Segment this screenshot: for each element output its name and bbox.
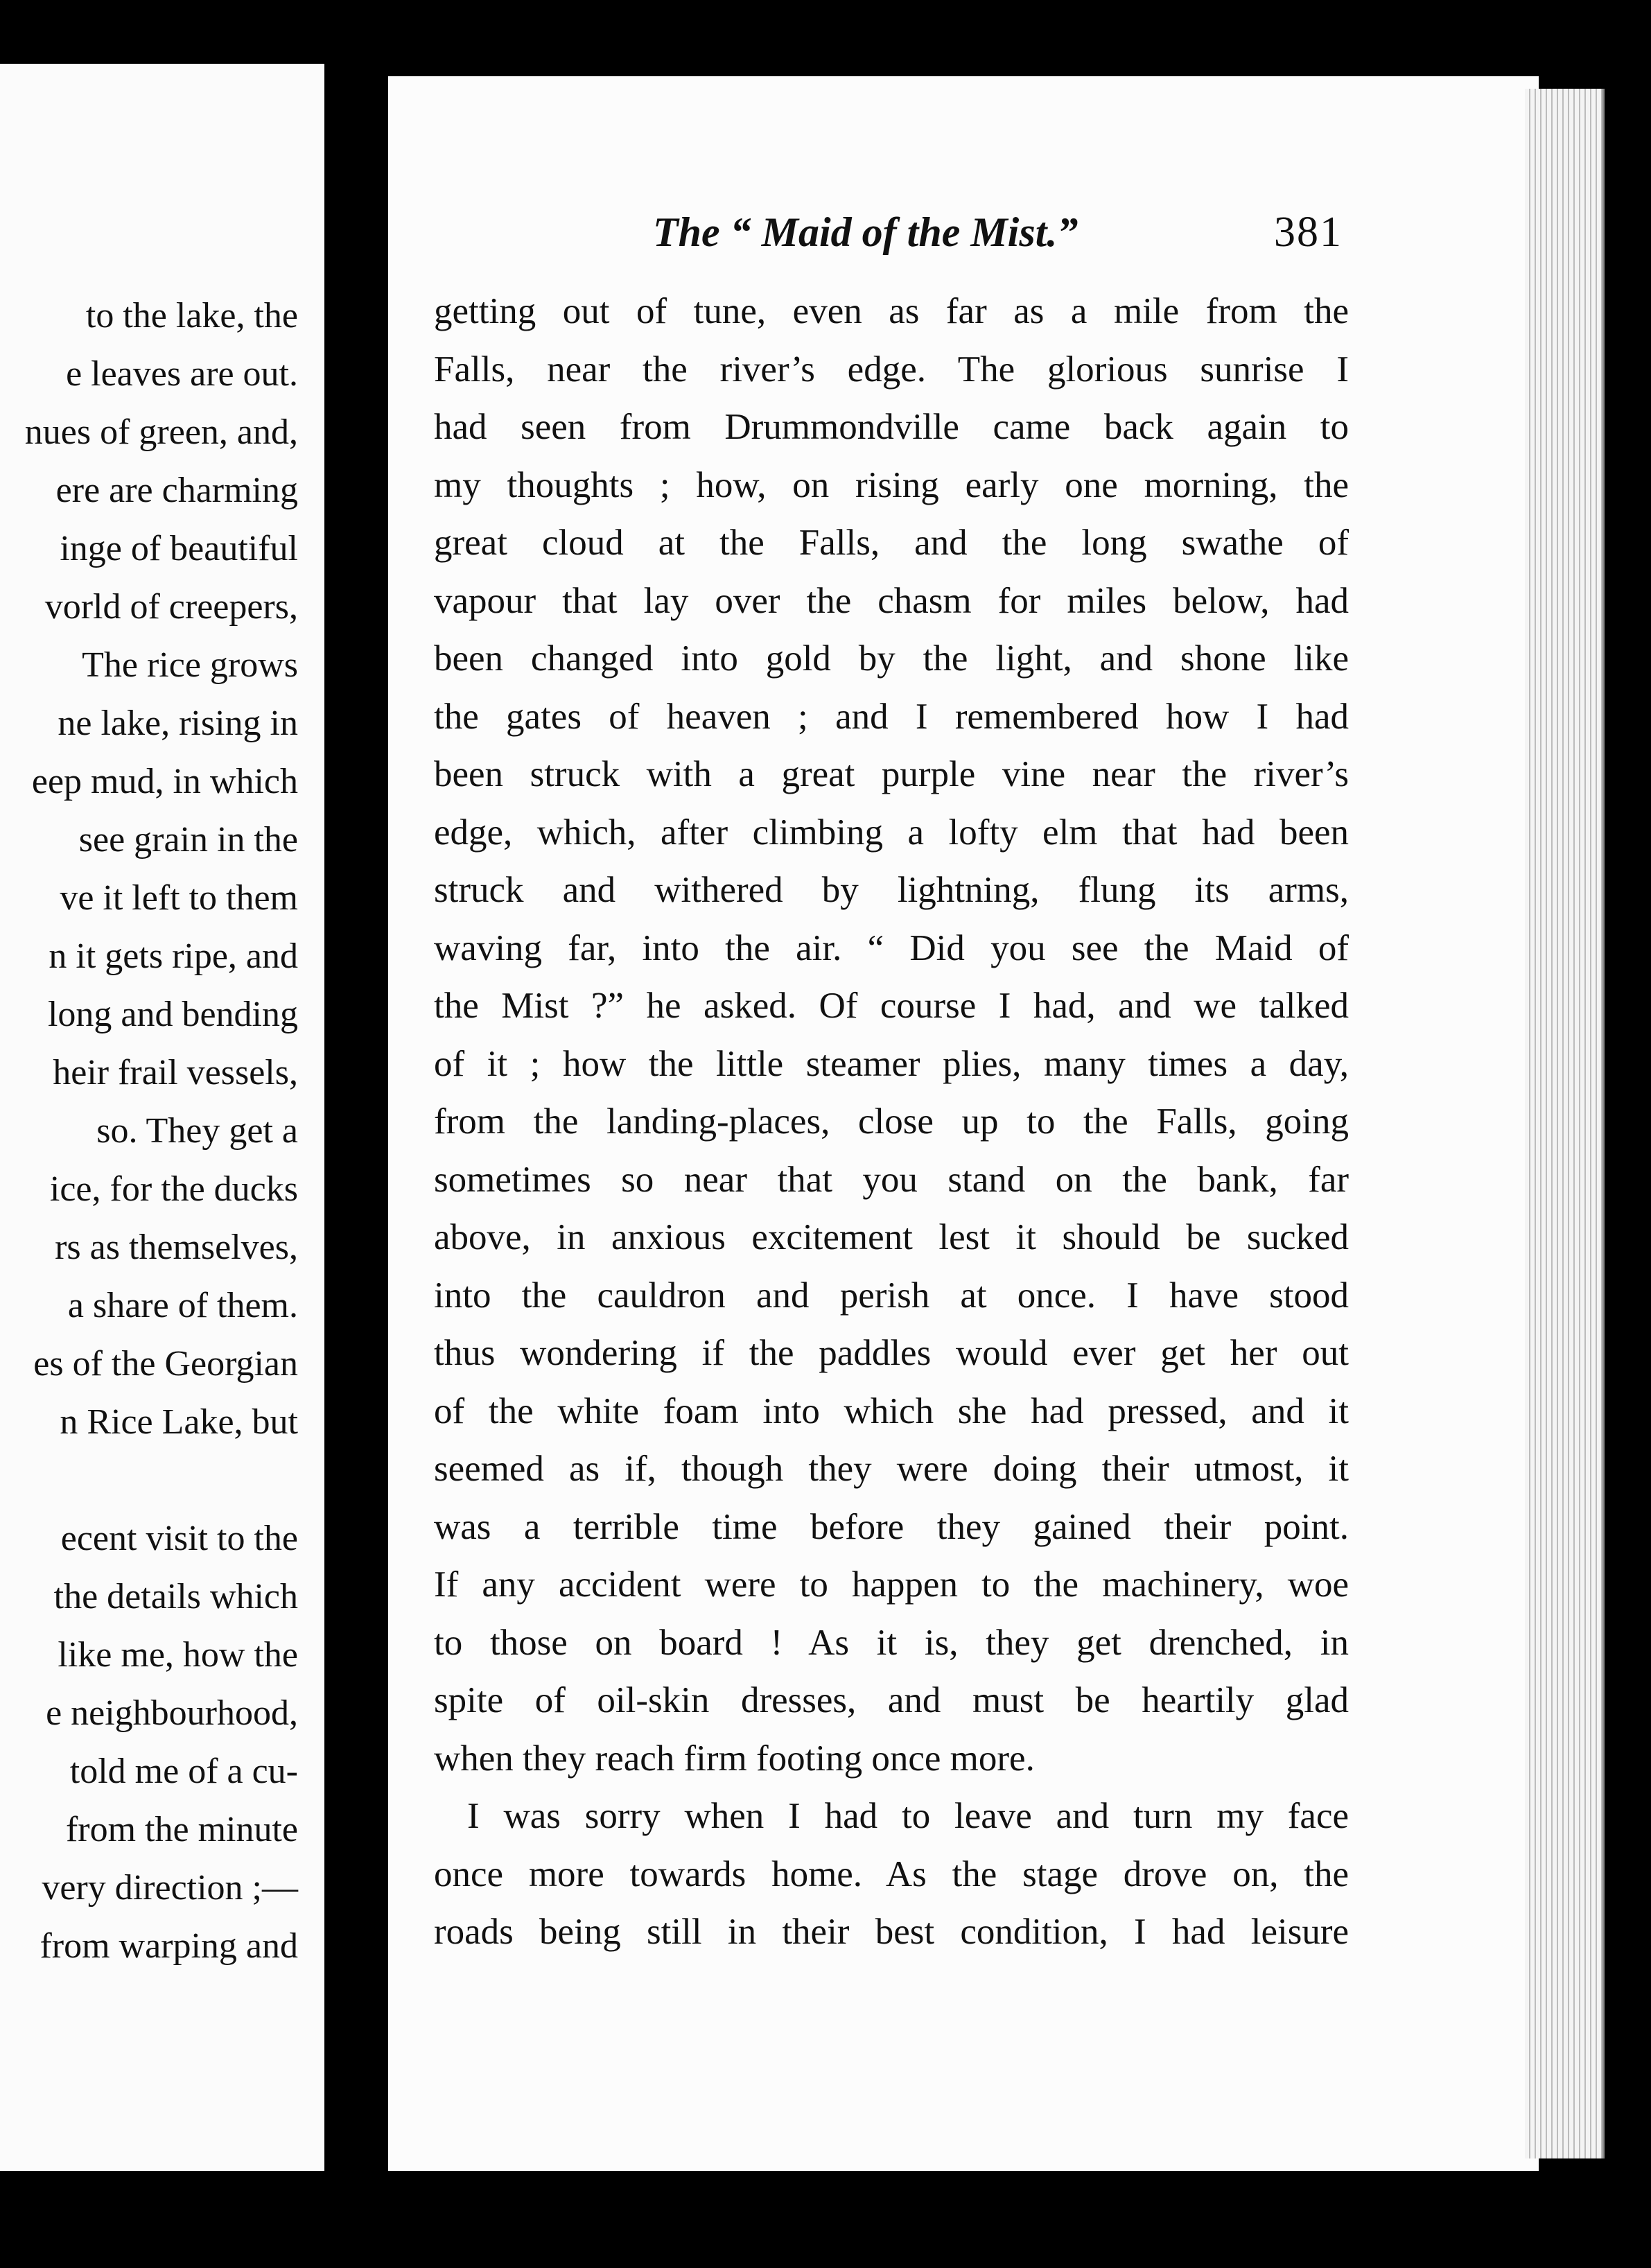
left-page-line: e leaves are out. xyxy=(66,354,298,394)
text-line: thus wondering if the paddles would ever get her out xyxy=(434,1333,1349,1373)
text-line: been changed into gold by the light, and shone like xyxy=(434,638,1349,679)
text-line: once more towards home. As the stage drove on, the xyxy=(434,1853,1349,1894)
page-edges xyxy=(1525,89,1605,2158)
left-page-line: ice, for the ducks xyxy=(49,1169,298,1209)
left-facing-page xyxy=(0,64,326,2171)
text-line: been struck with a great purple vine near the river’s xyxy=(434,754,1349,794)
left-page-line: to the lake, the xyxy=(85,296,298,335)
text-line: getting out of tune, even as far as a mile from the xyxy=(434,291,1349,331)
left-page-line: inge of beautiful xyxy=(60,529,298,568)
text-line: had seen from Drummondville came back again to xyxy=(434,407,1349,447)
left-page-line: es of the Georgian xyxy=(33,1344,298,1384)
body-text xyxy=(434,283,1349,1962)
left-page-line: see grain in the xyxy=(78,820,298,860)
left-page-line: The rice grows xyxy=(82,645,298,685)
left-page-line: n Rice Lake, but xyxy=(60,1402,298,1442)
text-line: was a terrible time before they gained their point. xyxy=(434,1506,1349,1547)
text-line: spite of oil-skin dresses, and must be heartily glad xyxy=(434,1680,1349,1720)
text-line: I was sorry when I had to leave and turn my face xyxy=(467,1796,1349,1836)
text-line: waving far, into the air. “ Did you see the Maid of xyxy=(434,927,1349,968)
text-line: my thoughts ; how, on rising early one morning, the xyxy=(434,464,1349,505)
text-line: from the landing-places, close up to the Falls, going xyxy=(434,1101,1349,1142)
left-page-line: told me of a cu- xyxy=(69,1752,298,1791)
text-line: of it ; how the little steamer plies, many times a day, xyxy=(434,1043,1349,1084)
text-line: great cloud at the Falls, and the long swathe of xyxy=(434,523,1349,563)
text-line: when they reach firm footing once more. xyxy=(434,1738,1035,1779)
left-page-line: from the minute xyxy=(65,1810,298,1849)
text-line: roads being still in their best condition, I had leisure xyxy=(434,1912,1349,1952)
text-line: vapour that lay over the chasm for miles below, had xyxy=(434,580,1349,621)
left-page-line: ne lake, rising in xyxy=(58,704,298,743)
text-line: sometimes so near that you stand on the bank, far xyxy=(434,1159,1349,1200)
text-line: seemed as if, though they were doing their utmost, it xyxy=(434,1449,1349,1489)
text-line: the gates of heaven ; and I remembered how I had xyxy=(434,696,1349,737)
left-page-line: ere are charming xyxy=(55,471,298,510)
text-line: Falls, near the river’s edge. The glorious sunrise I xyxy=(434,349,1349,390)
left-page-line: n it gets ripe, and xyxy=(49,936,298,976)
text-line: above, in anxious excitement lest it should be sucked xyxy=(434,1217,1349,1257)
text-line: to those on board ! As it is, they get drenched, in xyxy=(434,1622,1349,1663)
left-page-line: the details which xyxy=(53,1577,298,1616)
text-line: struck and withered by lightning, flung its arms, xyxy=(434,870,1349,910)
left-page-line: rs as themselves, xyxy=(55,1228,298,1267)
text-line: edge, which, after climbing a lofty elm that had been xyxy=(434,812,1349,853)
left-page-line: heir frail vessels, xyxy=(53,1053,298,1092)
text-line: If any accident were to happen to the machinery, woe xyxy=(434,1564,1349,1605)
left-page-line: from warping and xyxy=(40,1926,298,1966)
left-page-line: eep mud, in which xyxy=(31,762,298,801)
left-page-line: vorld of creepers, xyxy=(44,587,298,627)
left-page-line: very direction ;— xyxy=(42,1868,298,1908)
page-number: 381 xyxy=(1274,209,1343,256)
left-page-line: nues of green, and, xyxy=(24,412,298,452)
left-page-line: a share of them. xyxy=(67,1286,298,1325)
left-page-line: long and bending xyxy=(47,995,298,1034)
left-page-line: ecent visit to the xyxy=(60,1519,298,1558)
text-line: of the white foam into which she had pressed, and it xyxy=(434,1390,1349,1431)
text-line: into the cauldron and perish at once. I have stood xyxy=(434,1275,1349,1316)
running-head: The “ Maid of the Mist.” xyxy=(653,209,1078,255)
left-page-line: so. They get a xyxy=(96,1111,298,1151)
left-page-line: e neighbourhood, xyxy=(46,1693,298,1733)
left-page-line: ve it left to them xyxy=(60,878,298,918)
book-gutter xyxy=(324,64,394,2171)
text-line: the Mist ?” he asked. Of course I had, and we talked xyxy=(434,986,1349,1026)
left-page-line: like me, how the xyxy=(58,1635,298,1675)
